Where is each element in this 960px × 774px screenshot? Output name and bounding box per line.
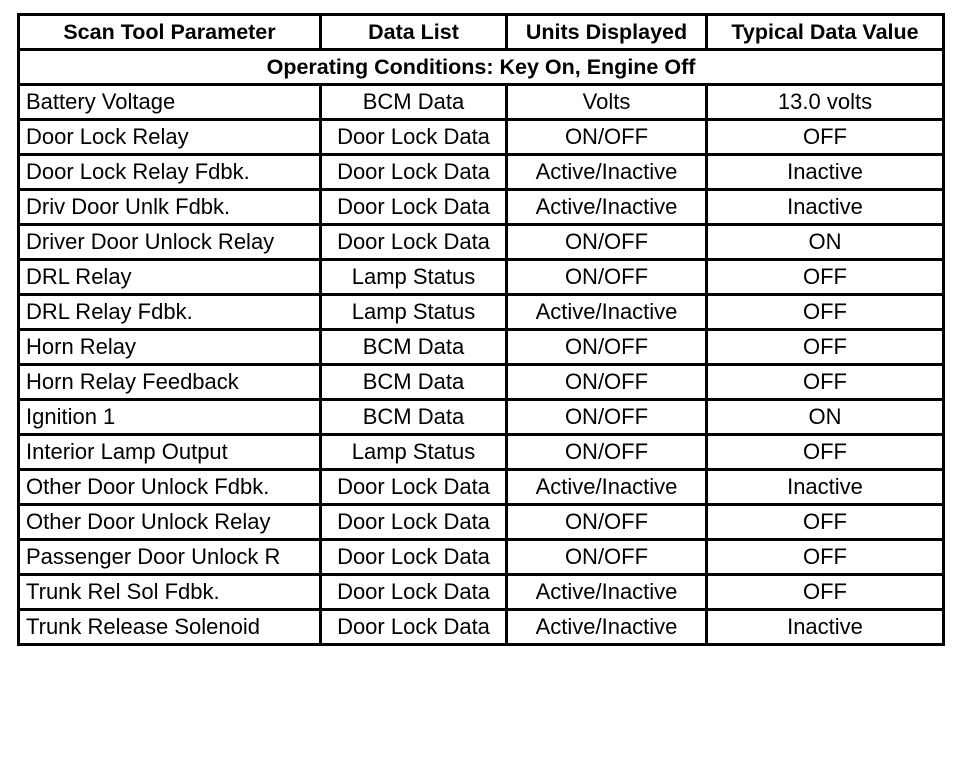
data-list-cell: Door Lock Data	[321, 190, 507, 225]
units-cell: ON/OFF	[507, 260, 707, 295]
data-list-cell: Door Lock Data	[321, 470, 507, 505]
typical-value-cell: Inactive	[707, 190, 944, 225]
param-cell: Driver Door Unlock Relay	[19, 225, 321, 260]
data-list-cell: Door Lock Data	[321, 155, 507, 190]
data-list-cell: Lamp Status	[321, 260, 507, 295]
typical-value-cell: Inactive	[707, 610, 944, 645]
data-list-cell: Door Lock Data	[321, 120, 507, 155]
units-cell: Active/Inactive	[507, 295, 707, 330]
typical-value-cell: ON	[707, 400, 944, 435]
units-cell: Volts	[507, 85, 707, 120]
typical-value-cell: OFF	[707, 120, 944, 155]
header-scan-tool-parameter: Scan Tool Parameter	[19, 15, 321, 50]
data-list-cell: BCM Data	[321, 330, 507, 365]
units-cell: ON/OFF	[507, 400, 707, 435]
units-cell: ON/OFF	[507, 540, 707, 575]
table-row	[19, 330, 944, 365]
units-cell: ON/OFF	[507, 330, 707, 365]
data-list-cell: Lamp Status	[321, 435, 507, 470]
data-list-cell: Door Lock Data	[321, 505, 507, 540]
units-cell: Active/Inactive	[507, 610, 707, 645]
param-cell: Driv Door Unlk Fdbk.	[19, 190, 321, 225]
table-row	[19, 295, 944, 330]
data-list-cell: Door Lock Data	[321, 540, 507, 575]
units-cell: ON/OFF	[507, 120, 707, 155]
table-row	[19, 365, 944, 400]
param-cell: Passenger Door Unlock R	[19, 540, 321, 575]
typical-value-cell: OFF	[707, 505, 944, 540]
table-row	[19, 540, 944, 575]
param-cell: Battery Voltage	[19, 85, 321, 120]
units-cell: Active/Inactive	[507, 470, 707, 505]
table-row	[19, 120, 944, 155]
table-row	[19, 505, 944, 540]
typical-value-cell: Inactive	[707, 155, 944, 190]
table-row	[19, 85, 944, 120]
scan-tool-data-table-container	[17, 13, 942, 646]
typical-value-cell: OFF	[707, 260, 944, 295]
param-cell: Door Lock Relay Fdbk.	[19, 155, 321, 190]
typical-value-cell: ON	[707, 225, 944, 260]
data-list-cell: Door Lock Data	[321, 225, 507, 260]
data-list-cell: Door Lock Data	[321, 575, 507, 610]
typical-value-cell: 13.0 volts	[707, 85, 944, 120]
param-cell: Ignition 1	[19, 400, 321, 435]
typical-value-cell: OFF	[707, 330, 944, 365]
units-cell: ON/OFF	[507, 225, 707, 260]
data-list-cell: BCM Data	[321, 400, 507, 435]
param-cell: Door Lock Relay	[19, 120, 321, 155]
param-cell: Horn Relay Feedback	[19, 365, 321, 400]
param-cell: DRL Relay Fdbk.	[19, 295, 321, 330]
header-typical-data-value: Typical Data Value	[707, 15, 944, 50]
table-row	[19, 260, 944, 295]
data-list-cell: Door Lock Data	[321, 610, 507, 645]
header-data-list: Data List	[321, 15, 507, 50]
units-cell: Active/Inactive	[507, 155, 707, 190]
table-row	[19, 400, 944, 435]
param-cell: Trunk Rel Sol Fdbk.	[19, 575, 321, 610]
typical-value-cell: OFF	[707, 575, 944, 610]
table-row	[19, 470, 944, 505]
data-list-cell: Lamp Status	[321, 295, 507, 330]
table-row	[19, 190, 944, 225]
typical-value-cell: Inactive	[707, 470, 944, 505]
header-units-displayed: Units Displayed	[507, 15, 707, 50]
typical-value-cell: OFF	[707, 540, 944, 575]
typical-value-cell: OFF	[707, 435, 944, 470]
data-list-cell: BCM Data	[321, 365, 507, 400]
units-cell: Active/Inactive	[507, 190, 707, 225]
data-list-cell: BCM Data	[321, 85, 507, 120]
param-cell: Interior Lamp Output	[19, 435, 321, 470]
section-operating-conditions: Operating Conditions: Key On, Engine Off	[19, 50, 944, 85]
param-cell: Other Door Unlock Fdbk.	[19, 470, 321, 505]
param-cell: Horn Relay	[19, 330, 321, 365]
table-row	[19, 610, 944, 645]
header-row	[19, 15, 944, 50]
units-cell: ON/OFF	[507, 435, 707, 470]
units-cell: Active/Inactive	[507, 575, 707, 610]
scan-tool-data-table	[17, 13, 945, 646]
table-row	[19, 155, 944, 190]
table-row	[19, 575, 944, 610]
param-cell: Trunk Release Solenoid	[19, 610, 321, 645]
units-cell: ON/OFF	[507, 365, 707, 400]
units-cell: ON/OFF	[507, 505, 707, 540]
table-row	[19, 435, 944, 470]
param-cell: Other Door Unlock Relay	[19, 505, 321, 540]
table-row	[19, 225, 944, 260]
section-row	[19, 50, 944, 85]
param-cell: DRL Relay	[19, 260, 321, 295]
typical-value-cell: OFF	[707, 365, 944, 400]
typical-value-cell: OFF	[707, 295, 944, 330]
